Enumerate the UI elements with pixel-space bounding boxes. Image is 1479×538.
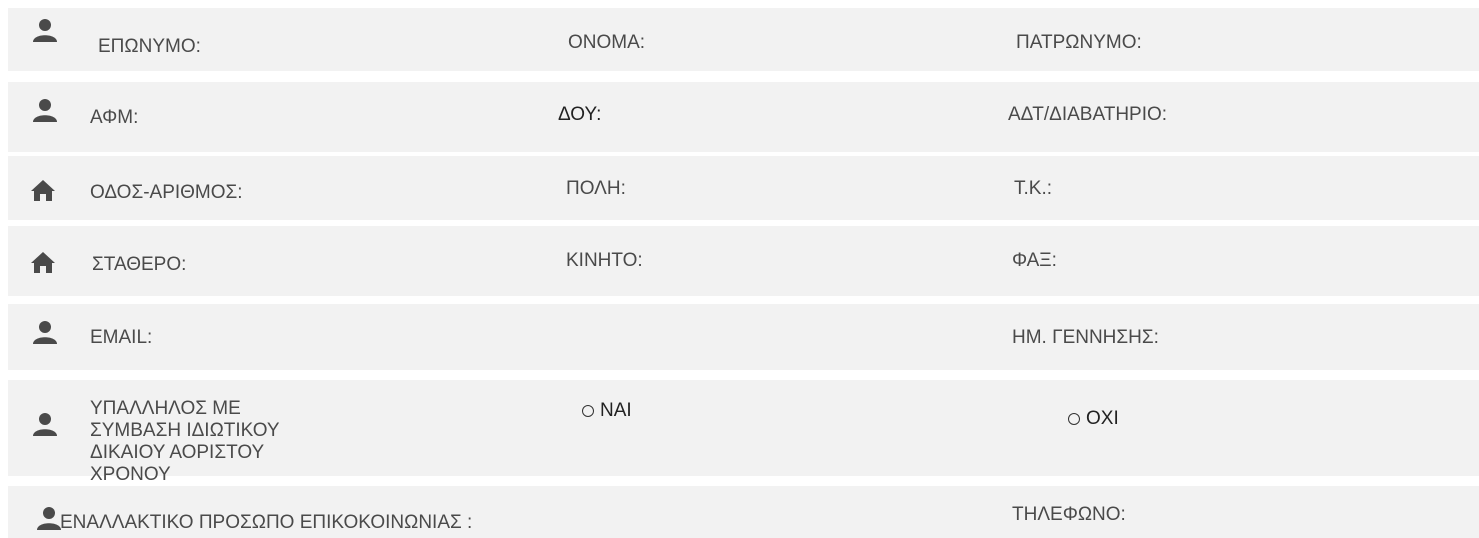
row-email [8, 304, 1479, 370]
person-icon [36, 506, 62, 530]
row-address [8, 156, 1479, 220]
tax-id-label: ΑΦΜ: [90, 107, 139, 128]
employee-contract-label: ΥΠΑΛΛΗΛΟΣ ΜΕ ΣΥΜΒΑΣΗ ΙΔΙΩΤΙΚΟΥ ΔΙΚΑΙΟΥ ΑΟΡΙΣΤΟΥ ΧΡΟΝΟΥ [90, 398, 280, 485]
phone-label: ΤΗΛΕΦΩΝΟ: [1012, 504, 1126, 525]
home-icon [30, 250, 56, 274]
id-passport-label: ΑΔΤ/ΔΙΑΒΑΤΗΡΙΟ: [1008, 104, 1168, 125]
first-name-label: ΟΝΟΜΑ: [568, 32, 646, 53]
row-surname [8, 8, 1479, 71]
radio-no-circle[interactable] [1068, 413, 1080, 425]
row-alt-contact [8, 486, 1479, 538]
row-employee-contract [8, 380, 1479, 485]
surname-label: ΕΠΩΝΥΜΟ: [98, 36, 201, 57]
landline-label: ΣΤΑΘΕΡΟ: [92, 254, 187, 275]
tax-office-label: ΔΟΥ: [558, 104, 602, 125]
mobile-label: ΚΙΝΗΤΟ: [566, 250, 643, 271]
radio-no-option[interactable] [1068, 408, 1119, 430]
row-phones [8, 226, 1479, 296]
person-icon [32, 412, 58, 436]
personal-info-form [8, 0, 1479, 538]
radio-yes-option[interactable] [582, 400, 632, 422]
person-icon [32, 98, 58, 122]
radio-yes-circle[interactable] [582, 405, 594, 417]
person-icon [32, 18, 58, 42]
fax-label: ΦΑΞ: [1012, 250, 1057, 271]
email-label: EMAIL: [90, 327, 153, 348]
radio-yes-label: ΝΑΙ [600, 400, 632, 421]
person-icon [32, 320, 58, 344]
home-icon [30, 178, 56, 202]
birth-date-label: ΗΜ. ΓΕΝΝΗΣΗΣ: [1012, 327, 1159, 348]
street-number-label: ΟΔΟΣ-ΑΡΙΘΜΟΣ: [90, 182, 243, 203]
father-name-label: ΠΑΤΡΩΝΥΜΟ: [1016, 32, 1142, 53]
alt-contact-label: ΕΝΑΛΛΑΚΤΙΚΟ ΠΡΟΣΩΠΟ ΕΠΙΚΟΚΟΙΝΩΝΙΑΣ : [60, 512, 473, 533]
postal-code-label: Τ.Κ.: [1014, 178, 1053, 199]
radio-no-label: ΟΧΙ [1086, 408, 1119, 429]
row-tax [8, 82, 1479, 152]
city-label: ΠΟΛΗ: [566, 178, 626, 199]
